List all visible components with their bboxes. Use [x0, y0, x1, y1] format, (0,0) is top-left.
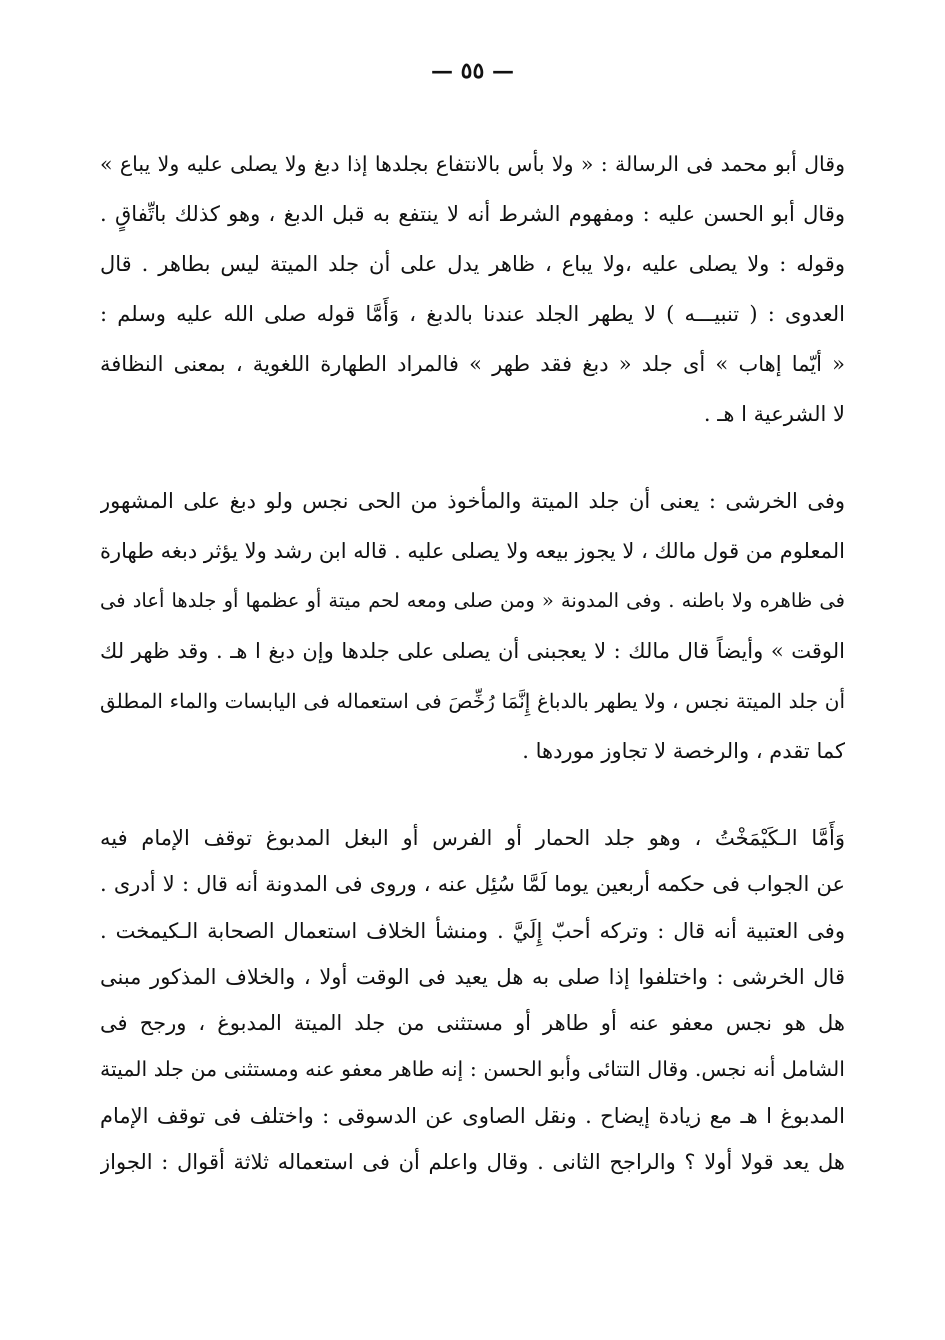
text-line: هل هو نجس معفو عنه أو طاهر أو مستثنى من جلد الميتة المدبوغ ، ورجح فى — [100, 1011, 845, 1036]
text-line: وفى الخرشى : يعنى أن جلد الميتة والمأخوذ من الحى نجس ولو دبغ على المشهور — [100, 489, 845, 513]
text-line: كما تقدم ، والرخصة لا تجاوز موردها . — [522, 739, 845, 763]
text-line: وقوله : ولا يصلى عليه ،ولا يباع ، ظاهر يدل على أن جلد الميتة ليس بطاهر . قال — [100, 252, 845, 276]
paragraph-1 — [100, 139, 845, 439]
paragraph-3 — [100, 815, 845, 1185]
text-line: أن جلد الميتة نجس ، ولا يطهر بالدباغ إِنَّمَا رُخِّصَ فى استعماله فى اليابسات والماء المطلق — [100, 689, 845, 713]
paragraph-2 — [100, 476, 845, 776]
text-line: فى ظاهره ولا باطنه . وفى المدونة « ومن صلى ومعه لحم ميتة أو عظمها أو جلدها أعاد فى — [100, 589, 845, 612]
text-line: وقال أبو الحسن عليه : ومفهوم الشرط أنه لا ينتفع به قبل الدبغ ، وهو كذلك باتِّفاقٍ . — [100, 202, 845, 226]
text-line: لا الشرعية ا هـ . — [703, 402, 845, 426]
text-line: وقال أبو محمد فى الرسالة : « ولا بأس بالانتفاع بجلدها إذا دبغ ولا يصلى عليه ولا يباع » — [100, 152, 845, 176]
text-line: المدبوغ ا هـ مع زيادة إيضاح . ونقل الصاوى عن الدسوقى : واختلف فى توقف الإمام — [100, 1103, 845, 1128]
text-line: العدوى : ( تنبيـــه ) لا يطهر الجلد عندنا بالدبغ ، وَأَمَّا قوله صلى الله عليه وسلم : — [100, 302, 845, 326]
text-line: وفى العتبية أنه قال : وتركه أحبّ إِلَيَّ . ومنشأ الخلاف استعمال الصحابة الـكيمخت . — [100, 918, 845, 943]
text-line: هل يعد قولا أولا ؟ والراجح الثانى . وقال واعلم أن فى استعماله ثلاثة أقوال : الجواز — [100, 1150, 845, 1175]
text-line: عن الجواب فى حكمه أربعين يوما لَمَّا سُئِل عنه ، وروى فى المدونة أنه قال : لا أدرى . — [100, 872, 845, 897]
text-line: الوقت » وأيضاً قال مالك : لا يعجبنى أن يصلى على جلدها وإن دبغ ا هـ . وقد ظهر لك — [100, 639, 845, 663]
text-line: المعلوم من قول مالك ، لا يجوز بيعه ولا يصلى عليه . قاله ابن رشد ولا يؤثر دبغه طهارة — [100, 539, 845, 563]
text-line: الشامل أنه نجس. وقال التتائى وأبو الحسن : إنه طاهر معفو عنه ومستثنى من جلد الميتة — [100, 1057, 845, 1082]
text-line: قال الخرشى : واختلفوا إذا صلى به هل يعيد فى الوقت أولا ، والخلاف المذكور مبنى — [100, 964, 845, 989]
page-number: — ٥٥ — — [431, 58, 514, 84]
text-line: وَأَمَّا الـكَيْمَخْتُ ، وهو جلد الحمار أو الفرس أو البغل المدبوغ توقف الإمام فيه — [100, 826, 845, 850]
text-line: « أيّما إهاب » أى جلد « دبغ فقد طهر » فالمراد الطهارة اللغوية ، بمعنى النظافة — [100, 352, 845, 376]
